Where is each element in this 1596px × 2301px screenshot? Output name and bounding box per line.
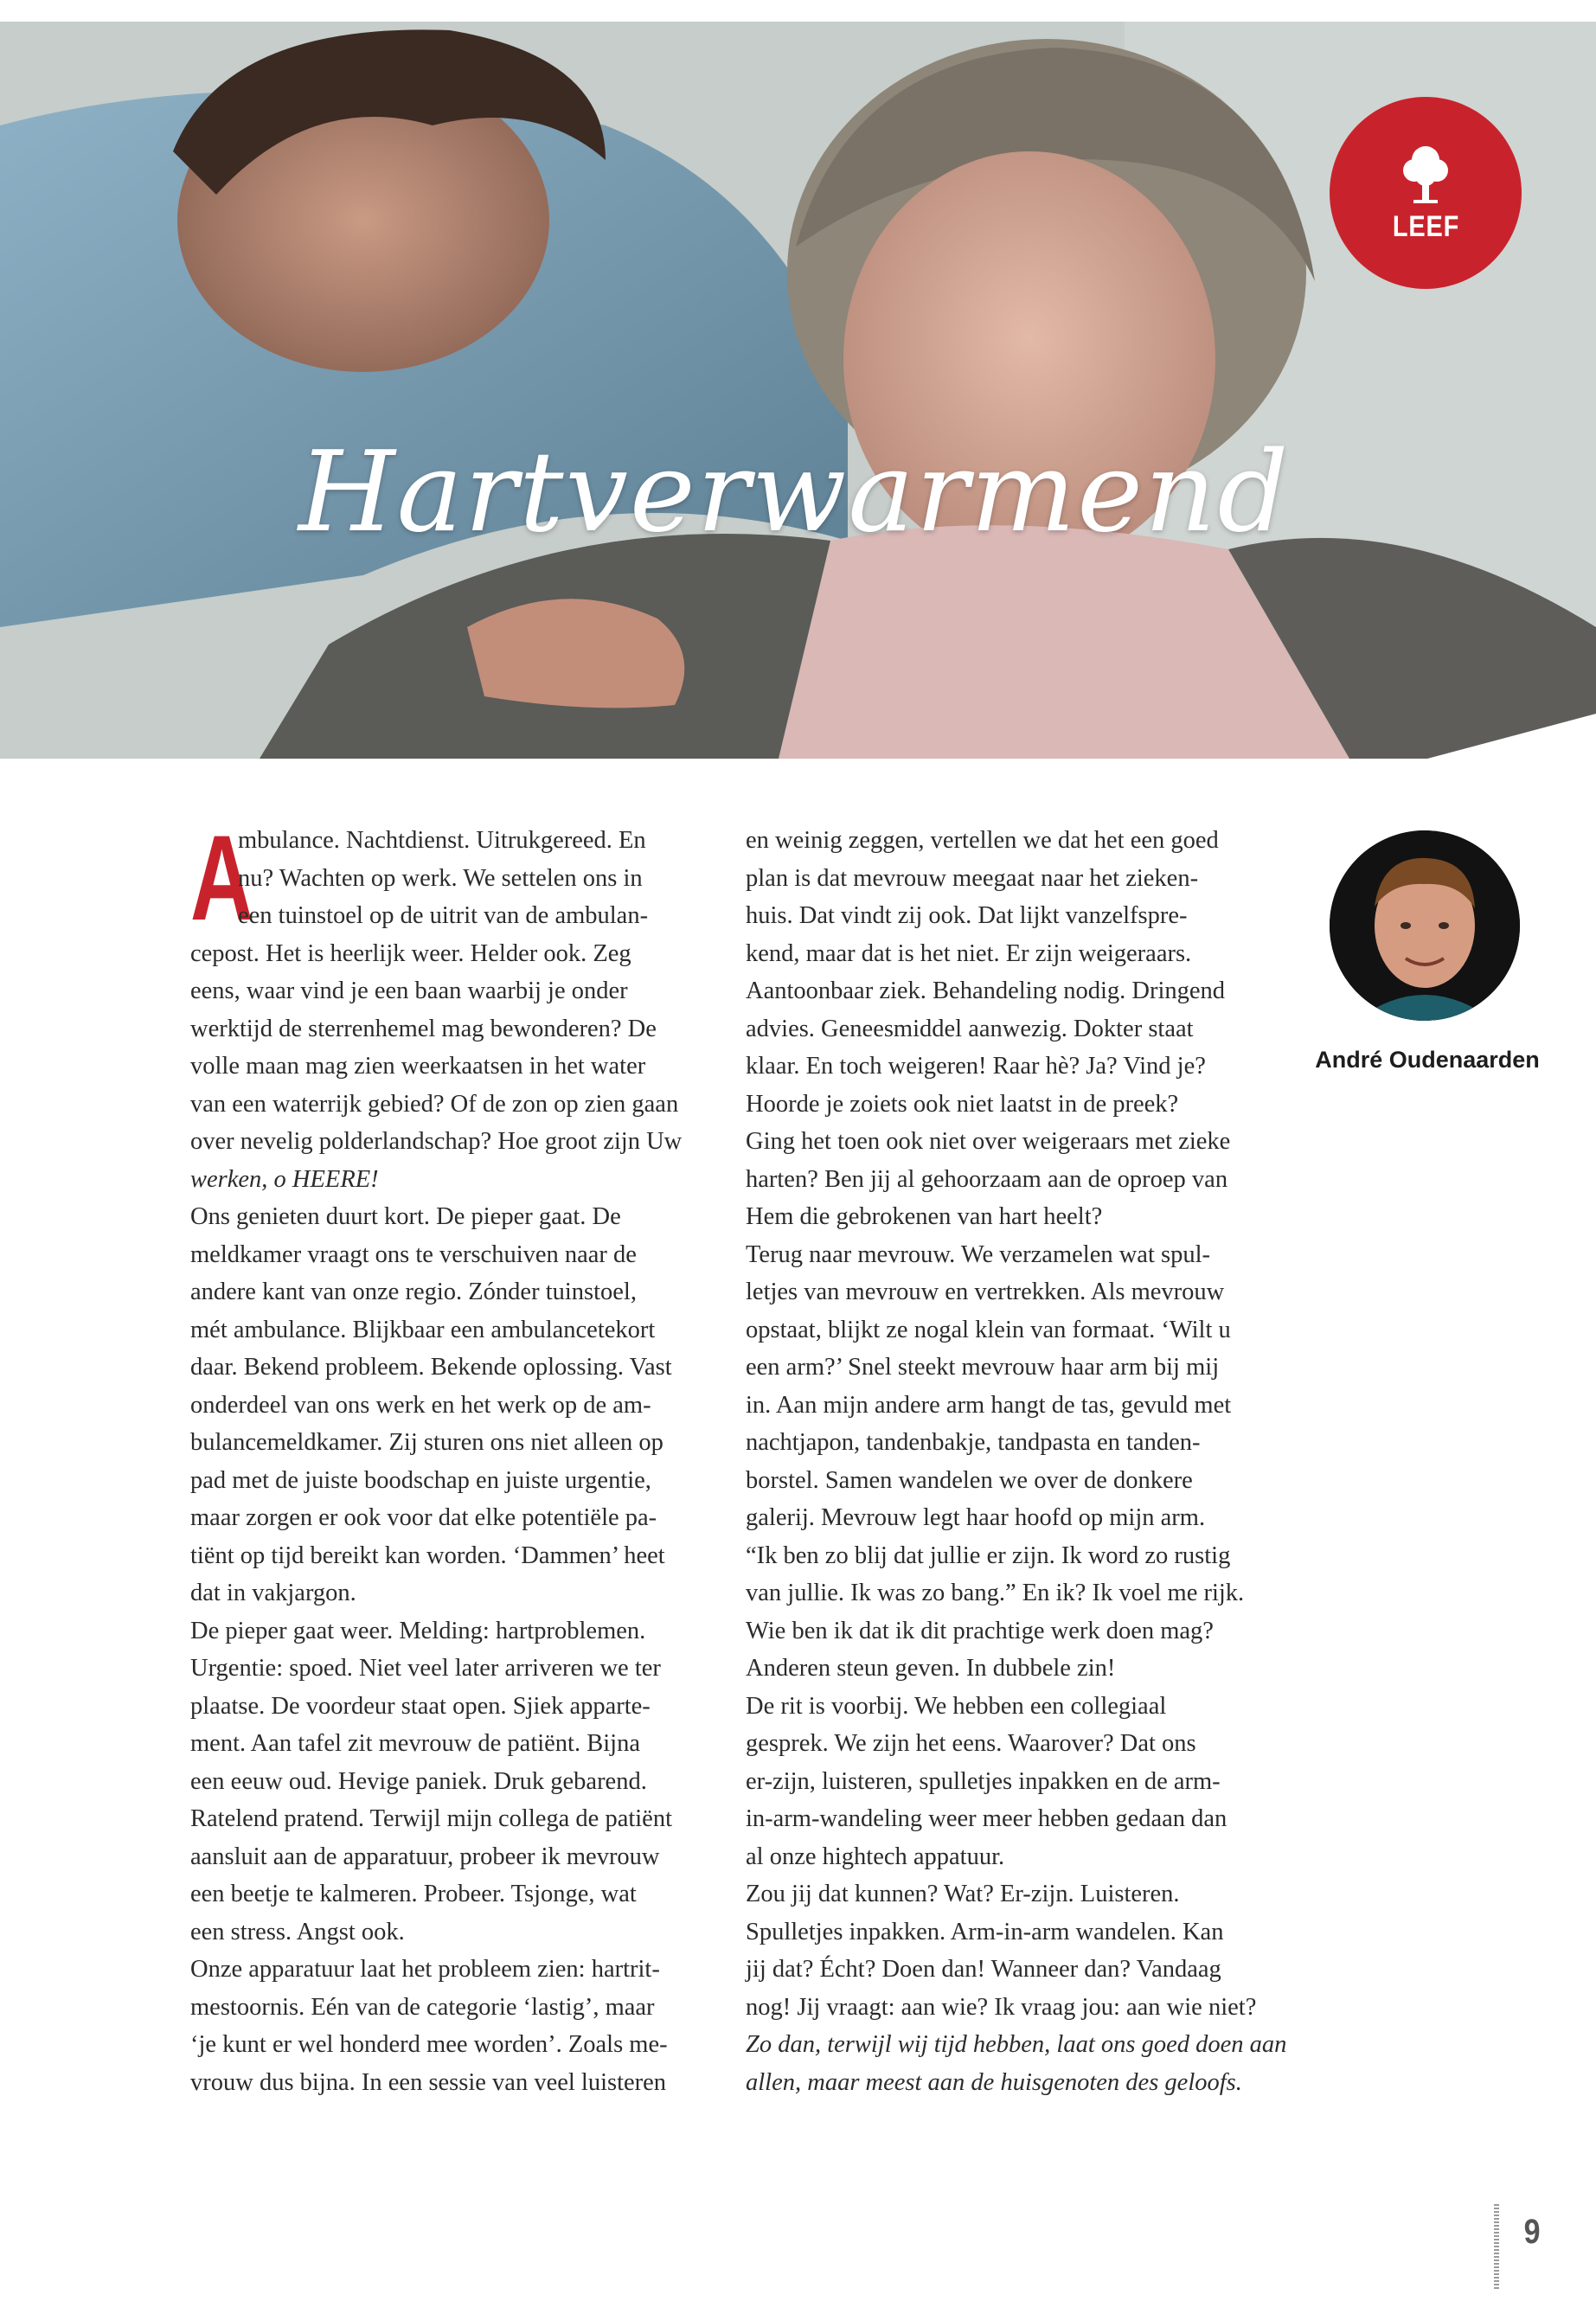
author-portrait — [1330, 830, 1520, 1021]
article-column-2 — [746, 822, 1287, 2101]
text-line: bulancemeldkamer. Zij sturen ons niet alleen op — [190, 1429, 663, 1456]
text-line: volle maan mag zien weerkaatsen in het water — [190, 1053, 646, 1080]
text-line: eens, waar vind je een baan waarbij je onder — [190, 977, 628, 1004]
text-line: andere kant van onze regio. Zónder tuinstoel, — [190, 1279, 637, 1305]
text-line: Zou jij dat kunnen? Wat? Er-zijn. Luisteren. — [746, 1881, 1180, 1907]
text-line: van een waterrijk gebied? Of de zon op zien gaan — [190, 1090, 679, 1118]
text-line: Aantoonbaar ziek. Behandeling nodig. Dringend — [746, 977, 1226, 1004]
text-line: werktijd de sterrenhemel mag bewonderen? De — [190, 1015, 657, 1042]
author-avatar — [1330, 830, 1520, 1021]
text-line: cepost. Het is heerlijk weer. Helder ook. Zeg — [190, 939, 631, 967]
text-line: plan is dat mevrouw meegaat naar het zieken- — [746, 864, 1199, 892]
text-line: advies. Geneesmiddel aanwezig. Dokter staat — [746, 1015, 1194, 1042]
text-line: Ons genieten duurt kort. De pieper gaat. De — [190, 1203, 621, 1230]
page-number-rule — [1494, 2204, 1499, 2291]
text-line: in-arm-wandeling weer meer hebben gedaan dan — [746, 1805, 1227, 1832]
text-line: nachtjapon, tandenbakje, tandpasta en tanden- — [746, 1429, 1201, 1456]
article-title: Hartverwarmend — [298, 428, 1291, 557]
text-line: een arm?’ Snel steekt mevrouw haar arm bij mij — [746, 1354, 1220, 1381]
text-line: klaar. En toch weigeren! Raar hè? Ja? Vind je? — [746, 1053, 1206, 1080]
text-line: jij dat? Écht? Doen dan! Wanneer dan? Vandaag — [746, 1956, 1221, 1983]
author-name: André Oudenaarden — [1315, 1047, 1540, 1073]
text-line: allen, maar meest aan de huisgenoten des geloofs. — [746, 2068, 1242, 2096]
text-line: over nevelig polderlandschap? Hoe groot zijn Uw — [190, 1128, 683, 1155]
text-line: mestoornis. Eén van de categorie ‘lastig’, maar — [190, 1993, 655, 2021]
text-line: vrouw dus bijna. In een sessie van veel luisteren — [190, 2068, 667, 2096]
text-line: dat in vakjargon. — [190, 1580, 356, 1606]
text-line: ‘je kunt er wel honderd mee worden’. Zoals me- — [190, 2031, 668, 2058]
text-line: een tuinstoel op de uitrit van de ambulan- — [238, 902, 649, 929]
text-line: nog! Jij vraagt: aan wie? Ik vraag jou: aan wie niet? — [746, 1993, 1257, 2021]
text-line: een stress. Angst ook. — [190, 1918, 405, 1945]
text-line: Ratelend pratend. Terwijl mijn collega de patiënt — [190, 1805, 673, 1832]
category-label: LEEF — [1392, 209, 1459, 243]
page-number: 9 — [1523, 2213, 1541, 2251]
text-line: en weinig zeggen, vertellen we dat het een goed — [746, 827, 1219, 854]
text-line: pad met de juiste boodschap en juiste urgentie, — [190, 1466, 651, 1494]
text-line: Terug naar mevrouw. We verzamelen wat spul- — [746, 1240, 1210, 1268]
category-badge — [1330, 97, 1522, 289]
text-line: De pieper gaat weer. Melding: hartproblemen. — [190, 1617, 646, 1644]
text-line: Spulletjes inpakken. Arm-in-arm wandelen. Kan — [746, 1918, 1224, 1945]
text-line: opstaat, blijkt ze nogal klein van formaat. ‘Wilt u — [746, 1316, 1231, 1343]
text-line: mét ambulance. Blijkbaar een ambulancetekort — [190, 1316, 656, 1343]
text-line: van jullie. Ik was zo bang.” En ik? Ik voel me rijk. — [746, 1580, 1245, 1606]
text-line: gesprek. We zijn het eens. Waarover? Dat ons — [746, 1730, 1196, 1757]
drop-cap: A — [190, 810, 253, 945]
text-line: meldkamer vraagt ons te verschuiven naar de — [190, 1240, 637, 1268]
text-line: Hoorde je zoiets ook niet laatst in de preek? — [746, 1090, 1179, 1118]
text-line: nu? Wachten op werk. We settelen ons in — [238, 864, 643, 892]
text-line: Wie ben ik dat ik dit prachtige werk doen mag? — [746, 1617, 1214, 1644]
text-line: harten? Ben jij al gehoorzaam aan de oproep van — [746, 1165, 1228, 1193]
text-line: ment. Aan tafel zit mevrouw de patiënt. Bijna — [190, 1730, 640, 1757]
text-line: Anderen steun geven. In dubbele zin! — [746, 1655, 1116, 1682]
text-line: plaatse. De voordeur staat open. Sjiek apparte- — [190, 1692, 651, 1720]
text-line: Onze apparatuur laat het probleem zien: hartrit- — [190, 1956, 660, 1983]
text-line: Zo dan, terwijl wij tijd hebben, laat ons goed doen aan — [746, 2031, 1287, 2058]
text-line: “Ik ben zo blij dat jullie er zijn. Ik word zo rustig — [746, 1541, 1231, 1569]
text-line: er-zijn, luisteren, spulletjes inpakken en de arm- — [746, 1767, 1221, 1795]
text-line: borstel. Samen wandelen we over de donkere — [746, 1466, 1193, 1494]
text-line: werken, o HEERE! — [190, 1165, 379, 1193]
text-line: een eeuw oud. Hevige paniek. Druk gebarend. — [190, 1767, 647, 1795]
text-line: huis. Dat vindt zij ook. Dat lijkt vanzelfspre- — [746, 902, 1188, 929]
text-line: mbulance. Nachtdienst. Uitrukgereed. En — [238, 827, 646, 854]
text-line: tiënt op tijd bereikt kan worden. ‘Dammen’ heet — [190, 1541, 665, 1569]
text-line: letjes van mevrouw en vertrekken. Als mevrouw — [746, 1279, 1225, 1305]
text-line: De rit is voorbij. We hebben een collegiaal — [746, 1692, 1167, 1720]
text-line: aansluit aan de apparatuur, probeer ik mevrouw — [190, 1843, 660, 1870]
text-line: kend, maar dat is het niet. Er zijn weigeraars. — [746, 939, 1192, 967]
text-line: onderdeel van ons werk en het werk op de am- — [190, 1391, 651, 1419]
tree-icon — [1401, 143, 1451, 205]
text-line: maar zorgen er ook voor dat elke potentiële pa- — [190, 1504, 657, 1531]
text-line: een beetje te kalmeren. Probeer. Tsjonge, wat — [190, 1881, 637, 1907]
text-line: al onze hightech appatuur. — [746, 1843, 1005, 1870]
text-line: galerij. Mevrouw legt haar hoofd op mijn arm. — [746, 1504, 1206, 1531]
text-line: in. Aan mijn andere arm hangt de tas, gevuld met — [746, 1391, 1232, 1419]
text-line: Ging het toen ook niet over weigeraars met zieke — [746, 1128, 1231, 1155]
text-line: Urgentie: spoed. Niet veel later arriveren we ter — [190, 1655, 661, 1682]
article-column-1 — [190, 810, 709, 2101]
text-line: Hem die gebrokenen van hart heelt? — [746, 1203, 1103, 1230]
text-line: daar. Bekend probleem. Bekende oplossing. Vast — [190, 1354, 672, 1381]
